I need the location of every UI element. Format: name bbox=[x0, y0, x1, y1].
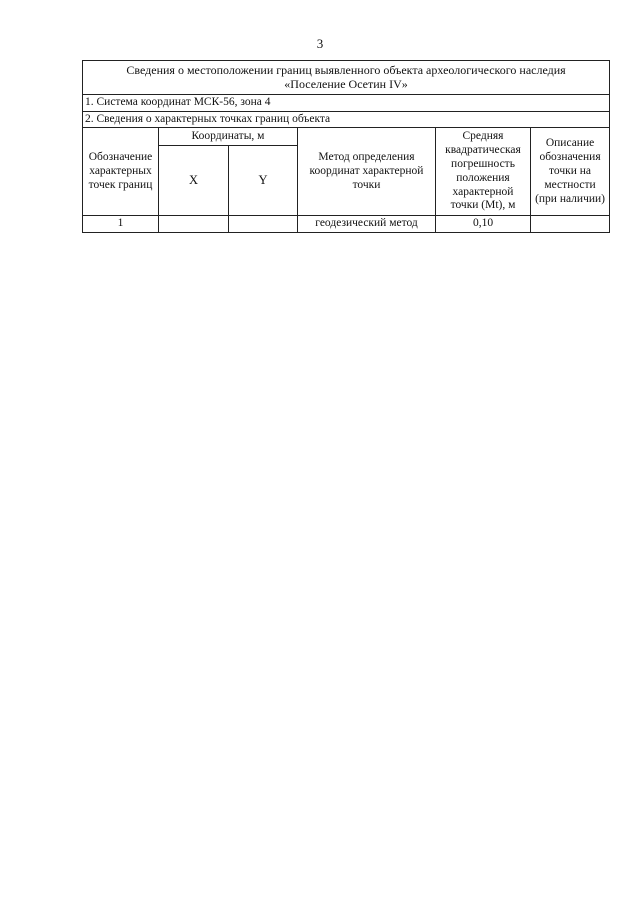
cell-method: геодезический метод bbox=[298, 216, 436, 233]
header-coordinates: Координаты, м bbox=[159, 128, 298, 146]
header-x: X bbox=[159, 146, 229, 216]
section-2-boundary-points: 2. Сведения о характерных точках границ объекта bbox=[83, 111, 610, 128]
header-method: Метод определения координат характерной точки bbox=[298, 128, 436, 216]
boundary-points-table bbox=[82, 60, 610, 233]
header-designation: Обозначение характерных точек границ bbox=[83, 128, 159, 216]
header-row-1 bbox=[83, 128, 610, 146]
cell-x bbox=[159, 216, 229, 233]
cell-description bbox=[531, 216, 610, 233]
header-error: Средняя квадратическая погрешность положения характерной точки (Mt), м bbox=[436, 128, 531, 216]
table-title-line-1: Сведения о местоположении границ выявленного объекта археологического наследия bbox=[126, 63, 566, 77]
table-title-row bbox=[83, 61, 610, 95]
section-2-row bbox=[83, 111, 610, 128]
cell-y bbox=[229, 216, 298, 233]
cell-error: 0,10 bbox=[436, 216, 531, 233]
header-description: Описание обозначения точки на местности (при наличии) bbox=[531, 128, 610, 216]
cell-point: 1 bbox=[83, 216, 159, 233]
table-title bbox=[83, 61, 610, 95]
header-y: Y bbox=[229, 146, 298, 216]
section-1-coordinate-system: 1. Система координат МСК-56, зона 4 bbox=[83, 94, 610, 111]
table-row bbox=[83, 216, 610, 233]
page-number: 3 bbox=[316, 36, 324, 51]
table-title-line-2: «Поселение Осетин IV» bbox=[284, 77, 408, 92]
section-1-row bbox=[83, 94, 610, 111]
